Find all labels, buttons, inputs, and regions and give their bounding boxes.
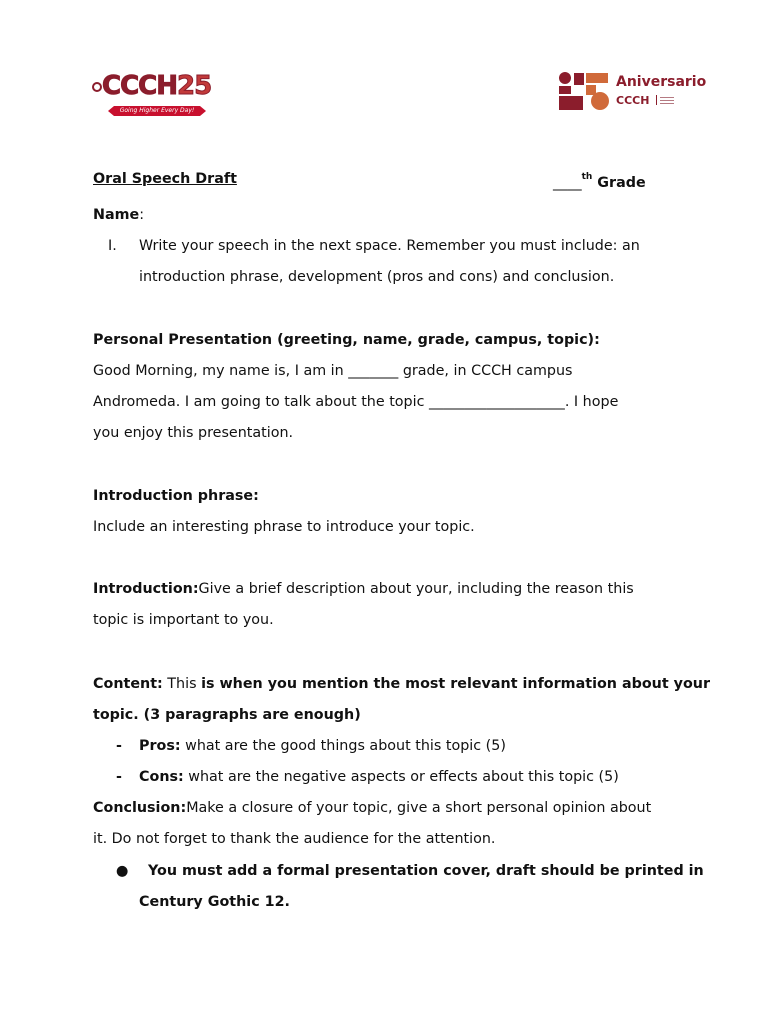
presentation-line-2: Andromeda. I am going to talk about the topic ___________________. I hope bbox=[93, 394, 619, 410]
conclusion-label: Conclusion: bbox=[93, 800, 187, 816]
introduction-label: Introduction: bbox=[93, 581, 199, 597]
instruction-line-1: Write your speech in the next space. Remember you must include: an bbox=[139, 238, 640, 254]
name-label: Name bbox=[93, 207, 140, 223]
content-plain: This bbox=[162, 676, 202, 692]
grade-field bbox=[553, 164, 646, 199]
name-row bbox=[93, 200, 144, 231]
logo-wordmark bbox=[102, 70, 211, 102]
logo-ring-icon bbox=[92, 82, 102, 92]
content-line-2: topic. (3 paragraphs are enough) bbox=[93, 707, 361, 723]
note-bullet-icon: ● bbox=[116, 863, 129, 879]
presentation-heading: Personal Presentation (greeting, name, grade, campus, topic): bbox=[93, 332, 600, 348]
introduction-line-2: topic is important to you. bbox=[93, 612, 274, 628]
ccch-text: CCCH bbox=[616, 94, 650, 107]
introduction-text-1: Give a brief description about your, including the reason this bbox=[198, 581, 634, 597]
logo-fine-print bbox=[656, 95, 675, 105]
presentation-line-3: you enjoy this presentation. bbox=[93, 425, 294, 441]
introduction-line-1 bbox=[93, 574, 634, 605]
intro-phrase-heading: Introduction phrase: bbox=[93, 488, 259, 504]
aniversario-text: Aniversario bbox=[616, 74, 707, 90]
presentation-line-1: Good Morning, my name is, I am in _______ grade, in CCCH campus bbox=[93, 363, 573, 379]
document-title: Oral Speech Draft bbox=[93, 171, 237, 187]
logo-word: CCCH bbox=[102, 71, 178, 101]
anniversary-25-icon bbox=[556, 70, 612, 112]
note-line-2: Century Gothic 12. bbox=[139, 894, 290, 910]
aniversario-logo bbox=[556, 70, 716, 114]
logo-tagline-banner: Going Higher Every Day! bbox=[114, 106, 200, 116]
conclusion-text-1: Make a closure of your topic, give a short personal opinion about bbox=[186, 800, 652, 816]
ccch25-logo bbox=[92, 70, 232, 118]
pros-label: Pros: bbox=[139, 738, 181, 754]
logo-number: 25 bbox=[177, 71, 212, 101]
content-line-1 bbox=[93, 669, 710, 700]
name-colon: : bbox=[139, 207, 145, 223]
conclusion-line-2: it. Do not forget to thank the audience for the attention. bbox=[93, 831, 496, 847]
cons-label: Cons: bbox=[139, 769, 184, 785]
note-line-1: You must add a formal presentation cover, draft should be printed in bbox=[148, 863, 704, 879]
pros-item bbox=[139, 731, 506, 762]
content-label: Content: bbox=[93, 676, 163, 692]
pros-text: what are the good things about this topic (5) bbox=[180, 738, 506, 754]
cons-text: what are the negative aspects or effects about this topic (5) bbox=[183, 769, 619, 785]
content-bold-1: is when you mention the most relevant information about your bbox=[201, 676, 711, 692]
pros-dash: - bbox=[116, 738, 122, 754]
cons-item bbox=[139, 762, 619, 793]
cons-dash: - bbox=[116, 769, 122, 785]
grade-superscript: th bbox=[581, 172, 593, 182]
grade-label: Grade bbox=[592, 174, 646, 191]
intro-phrase-text: Include an interesting phrase to introduce your topic. bbox=[93, 519, 475, 535]
conclusion-line-1 bbox=[93, 793, 651, 824]
instruction-line-2: introduction phrase, development (pros and cons) and conclusion. bbox=[139, 269, 615, 285]
instruction-marker: I. bbox=[108, 238, 117, 254]
grade-blank: ____ bbox=[553, 174, 582, 191]
